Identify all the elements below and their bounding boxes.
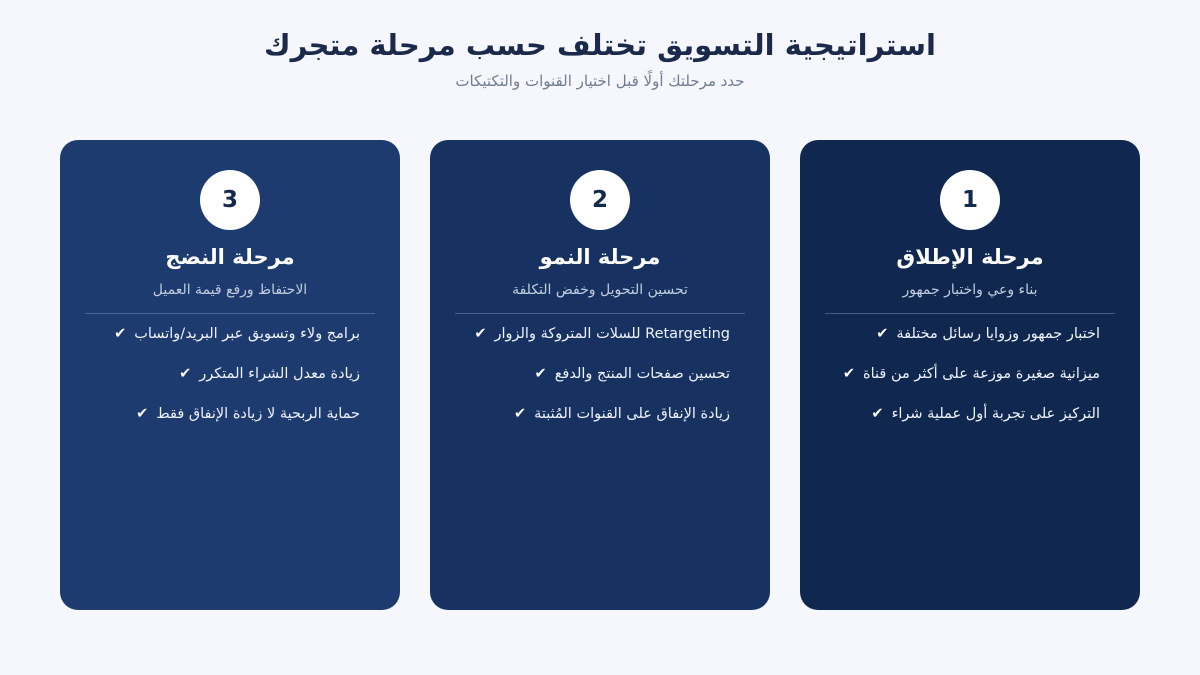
check-icon: ✔	[871, 406, 884, 422]
item-text: زيادة الإنفاق على القنوات المُثبتة	[534, 406, 730, 422]
stage-card-growth	[430, 140, 770, 610]
stage-title: مرحلة النضج	[165, 245, 295, 269]
page-subtitle: حدد مرحلتك أولًا قبل اختيار القنوات والتكتيكات	[455, 72, 745, 90]
item-text: برامج ولاء وتسويق عبر البريد/واتساب	[134, 326, 360, 342]
check-icon: ✔	[876, 326, 889, 342]
check-icon: ✔	[534, 366, 547, 382]
check-icon: ✔	[842, 366, 856, 382]
stage-item	[455, 324, 730, 344]
stage-item	[455, 364, 730, 384]
stage-card-launch	[800, 140, 1140, 610]
stage-subtitle: بناء وعي واختبار جمهور	[902, 282, 1038, 298]
stage-items-list	[825, 324, 1115, 424]
stage-item	[85, 364, 360, 384]
check-icon: ✔	[474, 326, 487, 342]
stage-divider	[85, 313, 375, 314]
stage-item	[455, 404, 730, 424]
stage-items-list	[85, 324, 375, 424]
stage-number-badge: 1	[940, 170, 1000, 230]
stage-number-badge: 3	[200, 170, 260, 230]
item-text: Retargeting للسلات المتروكة والزوار	[494, 326, 730, 342]
stage-item	[825, 364, 1100, 384]
page-title: استراتيجية التسويق تختلف حسب مرحلة متجرك	[264, 28, 936, 62]
stage-title: مرحلة النمو	[539, 245, 661, 269]
stages-container	[60, 140, 1140, 610]
stage-item	[85, 404, 360, 424]
stage-item	[825, 404, 1100, 424]
item-text: حماية الربحية لا زيادة الإنفاق فقط	[156, 406, 360, 422]
stage-number-badge: 2	[570, 170, 630, 230]
check-icon: ✔	[513, 406, 527, 422]
stage-subtitle: الاحتفاظ ورفع قيمة العميل	[152, 282, 308, 298]
stage-subtitle: تحسين التحويل وخفض التكلفة	[512, 282, 688, 298]
stage-title: مرحلة الإطلاق	[896, 245, 1044, 269]
item-text: اختبار جمهور وزوايا رسائل مختلفة	[896, 326, 1100, 342]
stage-card-maturity	[60, 140, 400, 610]
item-text: ميزانية صغيرة موزعة على أكثر من قناة	[863, 366, 1100, 382]
item-text: زيادة معدل الشراء المتكرر	[199, 366, 360, 382]
stage-items-list	[455, 324, 745, 424]
stage-item	[85, 324, 360, 344]
stage-divider	[455, 313, 745, 314]
page-header	[0, 24, 1200, 92]
stage-divider	[825, 313, 1115, 314]
check-icon: ✔	[136, 406, 149, 422]
check-icon: ✔	[179, 366, 192, 382]
check-icon: ✔	[114, 326, 127, 342]
item-text: التركيز على تجربة أول عملية شراء	[891, 406, 1100, 422]
stage-item	[825, 324, 1100, 344]
item-text: تحسين صفحات المنتج والدفع	[554, 366, 730, 382]
